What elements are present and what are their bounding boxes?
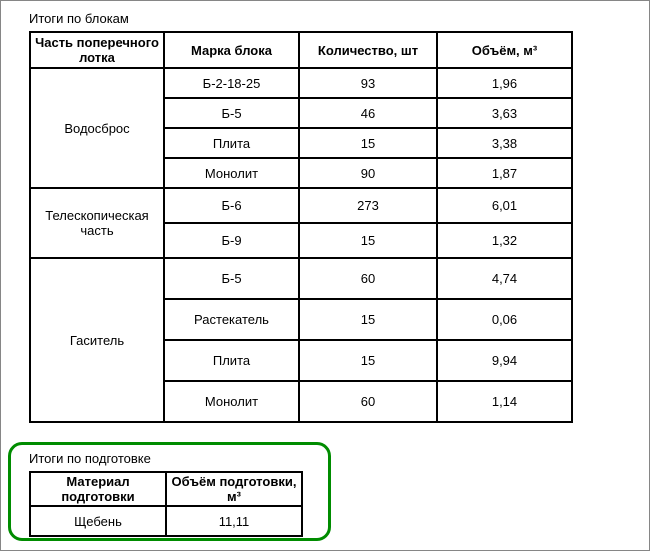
volume-cell: 1,32 (437, 223, 572, 258)
mark-cell: Б-5 (164, 98, 299, 128)
mark-cell: Б-9 (164, 223, 299, 258)
mark-cell: Б-6 (164, 188, 299, 223)
table-row (30, 188, 572, 223)
volume-cell: 4,74 (437, 258, 572, 299)
prep-volume-cell: 11,11 (166, 506, 302, 536)
blocks-table (29, 31, 573, 423)
highlight-box (8, 442, 331, 541)
header-mark: Марка блока (164, 32, 299, 68)
mark-cell: Растекатель (164, 299, 299, 340)
mark-cell: Плита (164, 128, 299, 158)
header-part: Часть поперечного лотка (30, 32, 164, 68)
part-cell: Водосброс (30, 68, 164, 188)
mark-cell: Монолит (164, 158, 299, 188)
blocks-table-header-row (30, 32, 572, 68)
mark-cell: Монолит (164, 381, 299, 422)
qty-cell: 90 (299, 158, 437, 188)
preparation-section-title: Итоги по подготовке (29, 451, 151, 466)
volume-cell: 1,87 (437, 158, 572, 188)
qty-cell: 46 (299, 98, 437, 128)
part-cell: Гаситель (30, 258, 164, 422)
volume-cell: 3,63 (437, 98, 572, 128)
volume-cell: 6,01 (437, 188, 572, 223)
preparation-table (29, 471, 303, 537)
qty-cell: 93 (299, 68, 437, 98)
mark-cell: Плита (164, 340, 299, 381)
material-cell: Щебень (30, 506, 166, 536)
qty-cell: 15 (299, 340, 437, 381)
qty-cell: 60 (299, 381, 437, 422)
part-cell: Телескопическая часть (30, 188, 164, 258)
qty-cell: 273 (299, 188, 437, 223)
header-volume: Объём, м³ (437, 32, 572, 68)
volume-cell: 0,06 (437, 299, 572, 340)
blocks-section (29, 11, 573, 423)
qty-cell: 15 (299, 223, 437, 258)
qty-cell: 60 (299, 258, 437, 299)
volume-cell: 3,38 (437, 128, 572, 158)
table-row (30, 506, 302, 536)
mark-cell: Б-2-18-25 (164, 68, 299, 98)
qty-cell: 15 (299, 128, 437, 158)
mark-cell: Б-5 (164, 258, 299, 299)
blocks-section-title: Итоги по блокам (29, 11, 129, 26)
preparation-table-header-row (30, 472, 302, 506)
volume-cell: 1,14 (437, 381, 572, 422)
qty-cell: 15 (299, 299, 437, 340)
table-row (30, 68, 572, 98)
volume-cell: 9,94 (437, 340, 572, 381)
header-material: Материал подготовки (30, 472, 166, 506)
volume-cell: 1,96 (437, 68, 572, 98)
table-row (30, 258, 572, 299)
header-qty: Количество, шт (299, 32, 437, 68)
header-prep-volume: Объём подготовки, м³ (166, 472, 302, 506)
